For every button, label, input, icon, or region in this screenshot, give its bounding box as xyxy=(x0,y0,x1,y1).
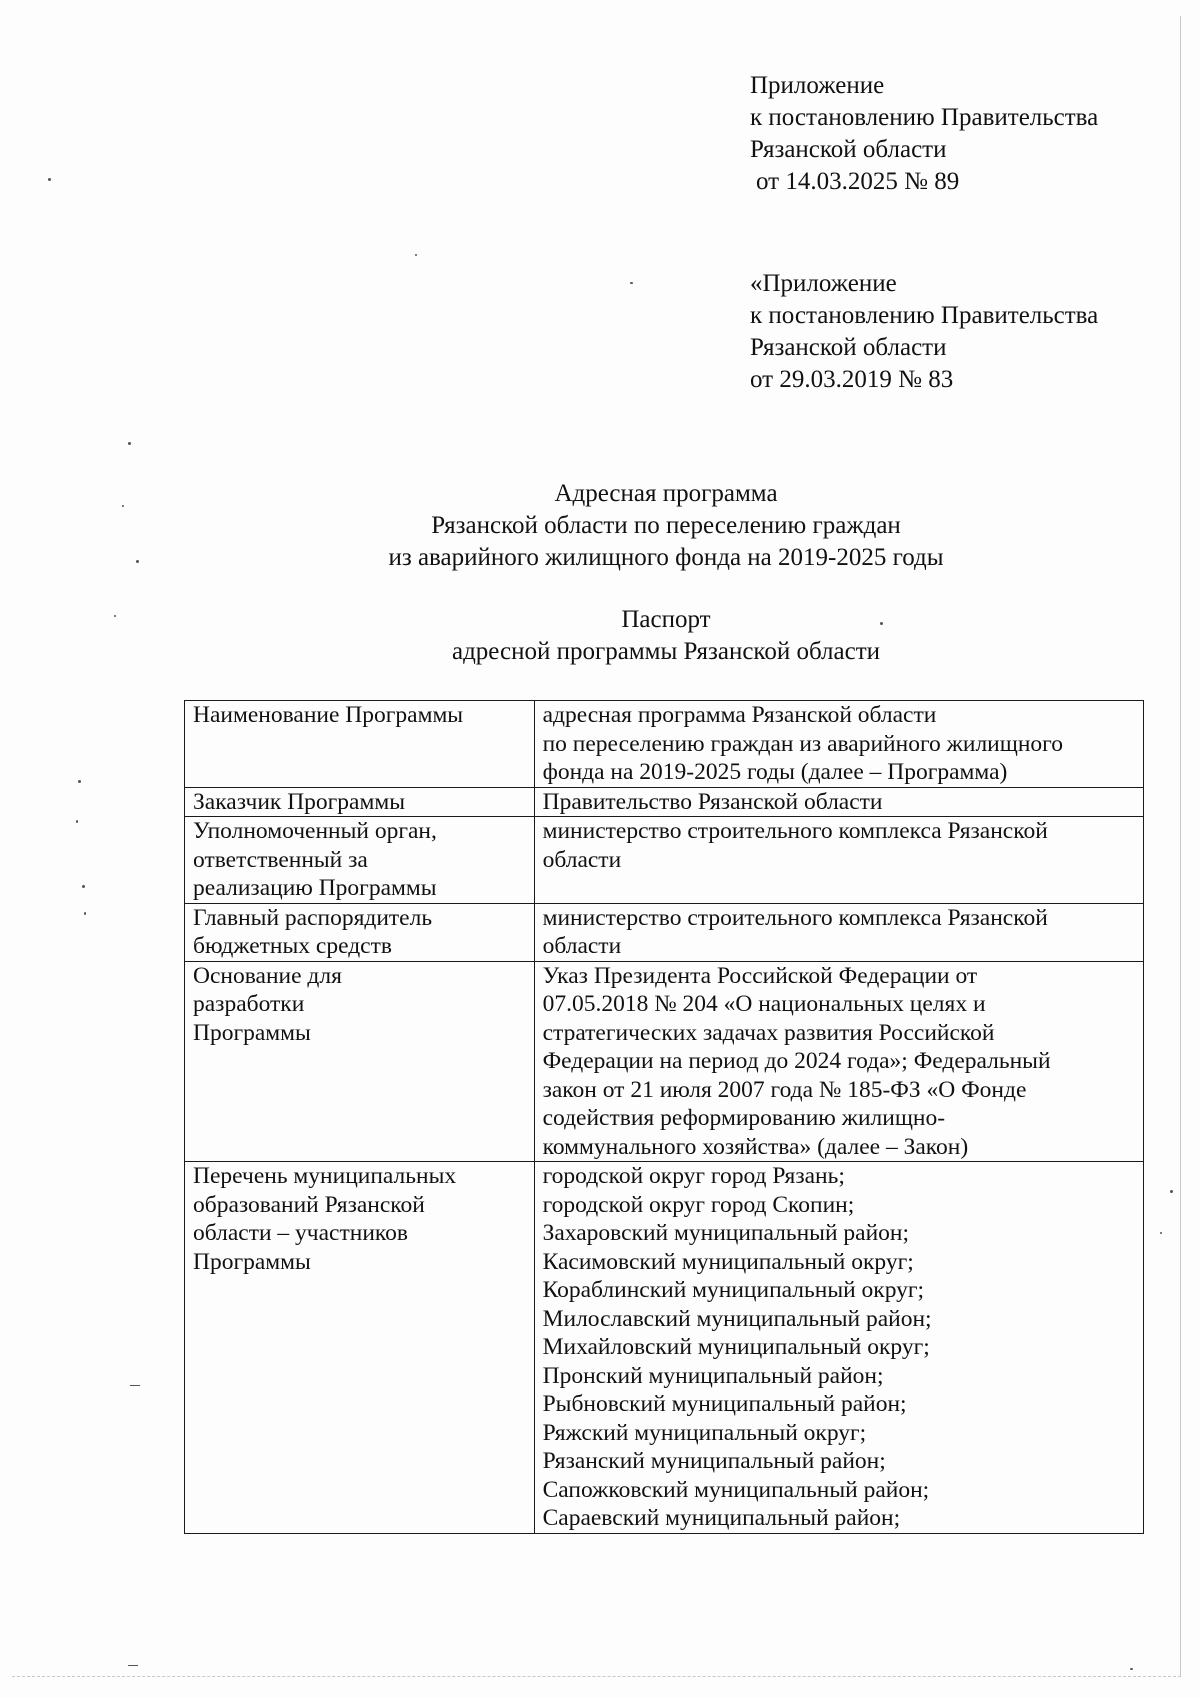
row-name-line: Основание для xyxy=(193,962,342,989)
passport-table-body xyxy=(185,701,1144,1534)
scan-speck xyxy=(128,1665,138,1666)
row-value-cell xyxy=(534,787,1143,817)
program-title-line: из аварийного жилищного фонда на 2019-2025 годы xyxy=(388,544,944,571)
passport-title xyxy=(66,604,1200,668)
passport-table xyxy=(184,700,1144,1534)
appendix-date-number: от 29.03.2019 № 83 xyxy=(750,366,954,393)
program-title xyxy=(66,478,1200,574)
row-name-line: Программы xyxy=(193,1248,311,1275)
scan-speck xyxy=(1160,1232,1162,1234)
row-name-line: образований Рязанской xyxy=(193,1191,425,1218)
table-row xyxy=(185,1162,1144,1534)
scan-speck xyxy=(48,178,51,181)
row-value-cell xyxy=(534,1162,1143,1534)
appendix-line: Рязанской области xyxy=(750,334,947,361)
table-row xyxy=(185,787,1144,817)
scan-speck xyxy=(128,442,131,445)
row-name-line: Программы xyxy=(193,1019,311,1046)
row-name-line: Заказчик Программы xyxy=(193,788,406,815)
scan-speck xyxy=(1170,1190,1173,1193)
row-name-line: области – участников xyxy=(193,1220,408,1246)
row-name-line: Главный распорядитель xyxy=(193,904,433,931)
scan-speck xyxy=(76,820,78,823)
row-value-line: области xyxy=(542,933,622,959)
row-value-line: фонда на 2019-2025 годы (далее – Программа) xyxy=(542,759,1008,785)
row-value-line: городской округ город Рязань; xyxy=(542,1163,845,1189)
row-value-line: Рязанский муниципальный район; xyxy=(542,1448,886,1474)
program-title-line: Рязанской области по переселению граждан xyxy=(431,512,901,539)
passport-title-line: Паспорт xyxy=(621,606,711,633)
appendix-date-number: от 14.03.2025 № 89 xyxy=(756,168,960,195)
row-value-line: закон от 21 июля 2007 года № 185-ФЗ «О Фонде xyxy=(542,1076,1027,1103)
row-value-cell xyxy=(534,817,1143,904)
row-value-cell xyxy=(534,903,1143,961)
row-value-line: Федерации на период до 2024 года»; Федеральный xyxy=(542,1048,1051,1074)
scan-speck xyxy=(1130,1668,1133,1670)
scan-speck xyxy=(630,282,633,284)
scan-speck xyxy=(82,885,85,888)
row-name-line: реализацию Программы xyxy=(193,875,437,901)
row-value-line: министерство строительного комплекса Рязанской xyxy=(542,904,1048,931)
row-value-line: по переселению граждан из аварийного жилищного xyxy=(542,730,1063,757)
scan-speck xyxy=(415,254,417,256)
appendix-line: «Приложение xyxy=(750,270,897,297)
row-value-line: стратегических задачах развития Российской xyxy=(542,1019,995,1046)
row-value-line: Захаровский муниципальный район; xyxy=(542,1220,910,1246)
row-name-cell xyxy=(185,701,535,788)
appendix-line: к постановлению Правительства xyxy=(750,302,1099,329)
table-row xyxy=(185,961,1144,1162)
row-value-line: содействия реформированию жилищно- xyxy=(542,1105,946,1131)
table-row xyxy=(185,701,1144,788)
row-name-cell xyxy=(185,817,535,904)
row-value-line: Михайловский муниципальный округ; xyxy=(542,1334,930,1360)
row-value-cell xyxy=(534,701,1143,788)
row-name-line: разработки xyxy=(193,991,305,1017)
table-row xyxy=(185,817,1144,904)
row-name-cell xyxy=(185,903,535,961)
row-value-line: Сапожковский муниципальный район; xyxy=(542,1476,930,1503)
appendix-line: Приложение xyxy=(750,72,885,99)
row-value-line: Рыбновский муниципальный район; xyxy=(542,1391,907,1417)
row-value-line: области xyxy=(542,846,622,873)
row-value-line: Милославский муниципальный район; xyxy=(542,1305,932,1332)
row-name-cell xyxy=(185,1162,535,1534)
row-value-line: Сараевский муниципальный район; xyxy=(542,1505,901,1531)
row-name-line: бюджетных средств xyxy=(193,933,392,959)
table-row xyxy=(185,903,1144,961)
row-name-cell xyxy=(185,961,535,1162)
row-value-cell xyxy=(534,961,1143,1162)
row-name-cell xyxy=(185,787,535,817)
row-value-line: Касимовский муниципальный округ; xyxy=(542,1248,914,1275)
row-value-line: министерство строительного комплекса Рязанской xyxy=(542,818,1048,844)
row-value-line: 07.05.2018 № 204 «О национальных целях и xyxy=(542,991,986,1017)
row-value-line: Ряжский муниципальный округ; xyxy=(542,1419,867,1446)
appendix-original-reference xyxy=(750,268,1098,396)
appendix-line: Рязанской области xyxy=(750,136,947,163)
row-name-line: ответственный за xyxy=(193,846,368,873)
appendix-current-reference xyxy=(750,70,1098,198)
row-value-line: Кораблинский муниципальный округ; xyxy=(542,1277,925,1303)
row-value-line: городской округ город Скопин; xyxy=(542,1191,855,1218)
row-value-line: адресная программа Рязанской области xyxy=(542,702,937,728)
row-name-line: Наименование Программы xyxy=(193,702,464,728)
appendix-line: к постановлению Правительства xyxy=(750,104,1099,131)
passport-title-line: адресной программы Рязанской области xyxy=(451,638,881,665)
program-title-line: Адресная программа xyxy=(554,480,778,507)
row-value-line: коммунального хозяйства» (далее – Закон) xyxy=(542,1133,969,1160)
row-value-line: Правительство Рязанской области xyxy=(542,788,883,815)
scan-speck xyxy=(130,1385,140,1386)
scan-speck xyxy=(78,780,81,783)
row-value-line: Указ Президента Российской Федерации от xyxy=(542,962,978,989)
scan-speck xyxy=(84,912,86,915)
row-name-line: Перечень муниципальных xyxy=(193,1163,457,1189)
row-name-line: Уполномоченный орган, xyxy=(193,818,437,844)
row-value-line: Пронский муниципальный район; xyxy=(542,1362,884,1389)
